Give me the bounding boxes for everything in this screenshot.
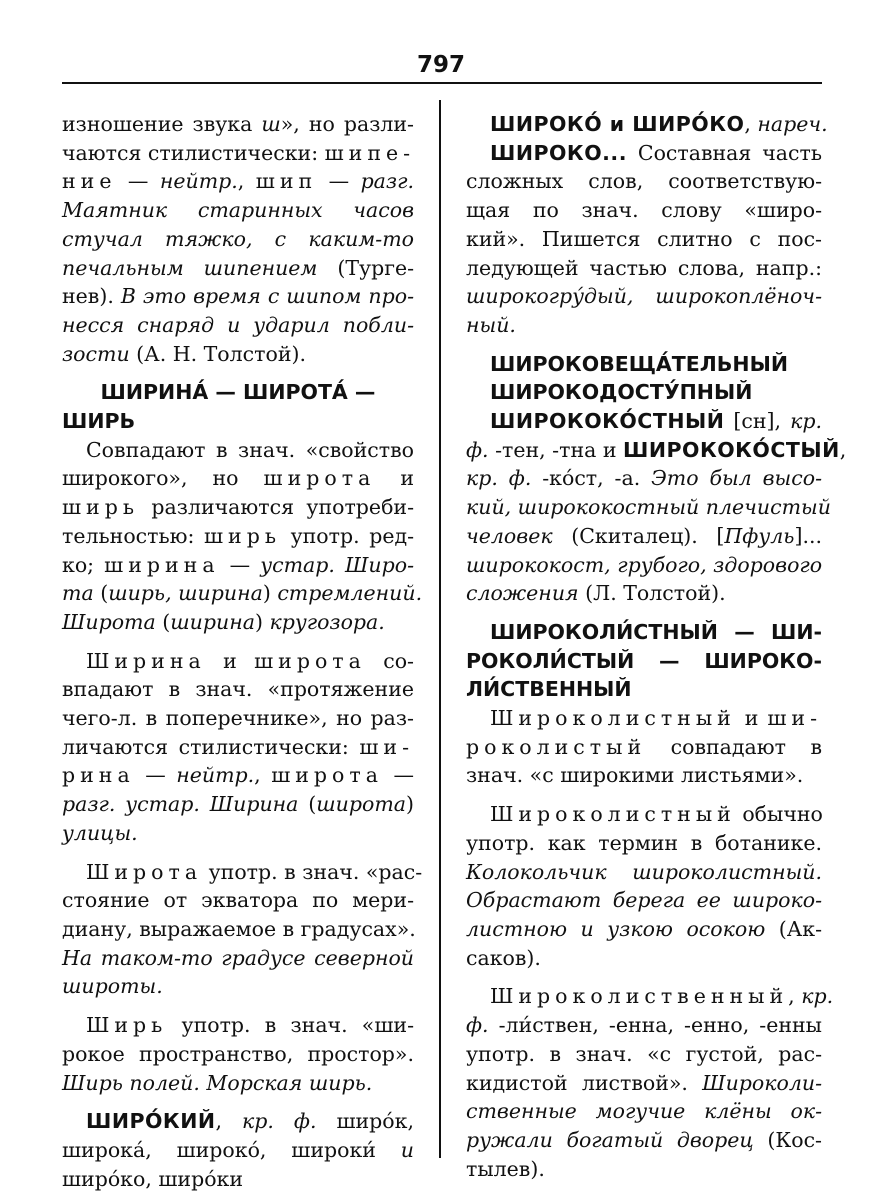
headword: ШИРОКОЛИ́СТНЫЙ — ШИ- xyxy=(490,619,822,644)
paragraph xyxy=(466,982,834,1183)
text-line: ф. -ли́ствен, -енна, -енно, -енны xyxy=(466,1013,822,1038)
text-line: улицы. xyxy=(62,820,138,845)
text-line: рина — нейтр., широта — xyxy=(62,763,414,788)
text-line: ШИРОКО́ и ШИРО́КО, нареч. xyxy=(490,112,828,136)
text-line: кидистой листвой». Широколи- xyxy=(466,1070,822,1095)
text-line: кий». Пишется слитно с пос- xyxy=(466,226,822,251)
text-line: употр. в знач. «с густой, рас- xyxy=(466,1041,822,1066)
headword: ШИРОКОВЕЩА́ТЕЛЬНЫЙ xyxy=(490,351,788,376)
text-line: человек (Скиталец). [Пфуль]... xyxy=(466,523,822,548)
text-line: нев). В это время с шипом про- xyxy=(62,284,414,309)
entry-continuation xyxy=(62,110,414,368)
text-line: широкого», но широта и xyxy=(62,466,414,491)
text-line: ШИРО́КИЙ, кр. ф. широ́к, xyxy=(86,1109,414,1134)
text-line: ф. -тен, -тна и ШИРОКОКО́СТЫЙ, xyxy=(466,437,847,462)
text-line: знач. «с широкими листьями». xyxy=(466,763,804,788)
text-line: Широта (ширина) кругозора. xyxy=(62,609,385,634)
text-line: ственные могучие клёны ок- xyxy=(466,1099,822,1124)
text-line: ширококост, грубого, здорового xyxy=(466,552,823,577)
text-line: Широта употр. в знач. «рас- xyxy=(86,859,423,884)
text-line: щая по знач. слову «широ- xyxy=(466,198,822,223)
text-line: Широколиственный, кр. xyxy=(490,984,834,1009)
text-line: разг. устар. Ширина (широта) xyxy=(62,792,414,817)
entry-heading xyxy=(466,618,822,704)
text-line: стучал тяжко, с каким-то xyxy=(62,226,414,251)
text-line: ный. xyxy=(466,312,516,337)
text-line: Совпадают в знач. «свойство xyxy=(86,437,414,462)
dictionary-entry xyxy=(62,1107,414,1193)
headword: ШИРИНА́ — ШИРОТА́ — xyxy=(100,380,376,405)
dictionary-entry xyxy=(466,139,822,340)
entry-heading xyxy=(466,350,822,407)
dictionary-entry xyxy=(466,110,828,139)
headword: ЛИ́СТВЕННЫЙ xyxy=(466,677,632,702)
text-line: Широколистный и ши- xyxy=(490,706,822,731)
text-line: На таком-то градусе северной xyxy=(62,945,414,970)
text-line: Колокольчик широколистный. xyxy=(466,859,822,884)
text-line: та (ширь, ширина) стремлений. xyxy=(62,581,423,606)
page-number: 797 xyxy=(416,52,465,78)
text-line: ние — нейтр., шип — разг. xyxy=(62,169,414,194)
text-line: Обрастают берега ее широко- xyxy=(466,888,822,913)
text-line: кр. ф. -ко́ст, -а. Это был высо- xyxy=(466,466,822,491)
headword: ШИРЬ xyxy=(62,409,136,434)
text-line: ШИРОКО... Составная часть xyxy=(490,140,822,165)
text-line: широка́, широко́, широки́ и xyxy=(62,1137,414,1162)
paragraph xyxy=(62,1011,414,1097)
text-line: ружали богатый дворец (Кос- xyxy=(466,1127,822,1152)
text-line: несся снаряд и ударил побли- xyxy=(62,312,414,337)
paragraph xyxy=(466,800,822,972)
text-line: Маятник старинных часов xyxy=(62,198,414,223)
text-line: тылев). xyxy=(466,1156,545,1181)
paragraph xyxy=(466,704,822,790)
dictionary-entry xyxy=(466,407,847,608)
text-line: листною и узкою осокою (Ак- xyxy=(466,916,823,941)
text-line: Ширь употр. в знач. «ши- xyxy=(86,1013,414,1038)
text-line: чего-л. в поперечнике», но раз- xyxy=(62,706,414,731)
text-line: Ширина и широта со- xyxy=(86,648,414,673)
text-line: печальным шипением (Турге- xyxy=(62,255,415,280)
text-line: стояние от экватора по мери- xyxy=(62,888,414,913)
text-line: зости (А. Н. Толстой). xyxy=(62,341,307,366)
headword: ШИРОКОДОСТУ́ПНЫЙ xyxy=(490,380,753,405)
text-line: личаются стилистически: ши- xyxy=(62,734,414,759)
paragraph xyxy=(62,647,414,848)
text-line: широты. xyxy=(62,974,163,999)
text-line: саков). xyxy=(466,945,541,970)
paragraph xyxy=(62,858,423,1002)
text-line: широ́ко, широ́ки xyxy=(62,1166,244,1191)
text-line: употр. как термин в ботанике. xyxy=(466,830,822,855)
entry-heading xyxy=(62,378,414,435)
header-rule xyxy=(62,82,822,84)
headword: РОКОЛИ́СТЫЙ — ШИРОКО- xyxy=(466,648,822,673)
text-line: впадают в знач. «протяжение xyxy=(62,677,414,702)
text-line: роколистый совпадают в xyxy=(466,734,822,759)
text-line: ко; ширина — устар. Широ- xyxy=(62,552,414,577)
text-line: ширь различаются употреби- xyxy=(62,495,414,520)
right-column xyxy=(466,110,847,1183)
text-line: изношение звука ш», но разли- xyxy=(62,112,414,136)
text-line: сложения (Л. Толстой). xyxy=(466,581,726,606)
text-line: чаются стилистически: шипе- xyxy=(62,140,416,165)
text-line: сложных слов, соответствую- xyxy=(466,169,822,194)
text-line: Широколистный обычно xyxy=(490,802,823,827)
text-line: диану, выражаемое в градусах». xyxy=(62,916,416,941)
paragraph xyxy=(62,436,423,637)
text-line: кий, ширококостный плечистый xyxy=(466,495,831,520)
text-line: тельностью: ширь употр. ред- xyxy=(62,523,414,548)
column-divider xyxy=(439,100,441,1158)
text-line: широкогру́дый, широкоплёноч- xyxy=(466,284,822,309)
text-line: ШИРОКОКО́СТНЫЙ [сн], кр. xyxy=(490,409,822,434)
text-line: Ширь полей. Морская ширь. xyxy=(62,1070,373,1095)
text-line: ледующей частью слова, напр.: xyxy=(466,255,822,280)
text-line: рокое пространство, простор». xyxy=(62,1041,414,1066)
left-column xyxy=(62,110,423,1193)
